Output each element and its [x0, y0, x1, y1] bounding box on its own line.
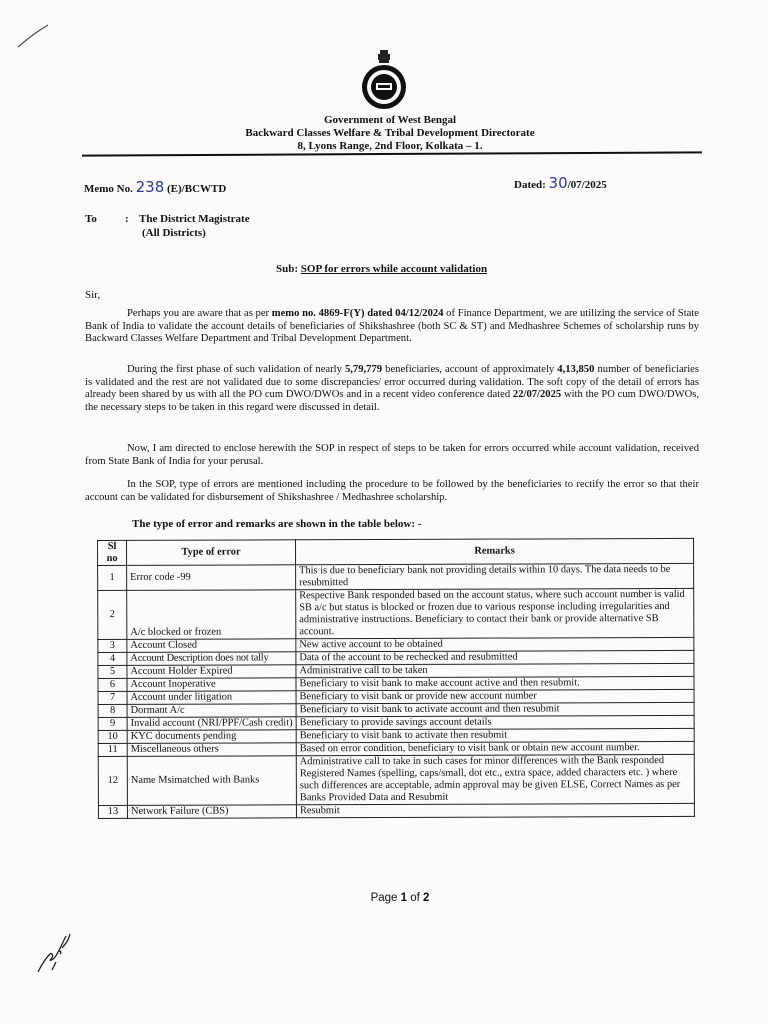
page-mid: of: [407, 892, 424, 904]
cell-type: Error code -99: [127, 565, 296, 591]
paragraph-2: [85, 364, 699, 414]
cell-sl: 3: [98, 639, 127, 652]
table-header-row: [98, 538, 694, 565]
cell-sl: 1: [98, 565, 127, 590]
cell-sl: 5: [98, 665, 127, 678]
cell-type: Invalid account (NRI/PPF/Cash credit): [127, 717, 296, 731]
paragraph-2-total: 5,79,779: [344, 364, 383, 375]
memo-number-handwritten: 238: [135, 178, 165, 196]
subject-label: Sub:: [276, 263, 299, 275]
paragraph-1-memo-ref: memo no. 4869-F(Y) dated 04/12/2024: [271, 308, 444, 319]
to-label: To: [85, 213, 97, 225]
page-current: 1: [400, 892, 408, 904]
memo-label: Memo No.: [84, 183, 133, 195]
cell-type: Miscellaneous others: [127, 743, 296, 757]
cell-remarks: Beneficiary to visit bank to make account active and then resubmit.: [296, 676, 694, 690]
pen-stroke-mark-icon: [16, 22, 50, 50]
cell-remarks: New active account to be obtained: [296, 637, 694, 651]
cell-remarks: Beneficiary to visit bank to activate account and then resubmit: [296, 702, 694, 716]
to-scope: (All Districts): [142, 227, 206, 239]
letterhead: [160, 114, 620, 153]
addressee: [85, 212, 250, 240]
cell-type: KYC documents pending: [127, 730, 296, 744]
letterhead-government: Government of West Bengal: [323, 114, 457, 126]
cell-sl: 2: [98, 590, 127, 639]
cell-remarks: Resubmit: [296, 803, 694, 817]
paragraph-2-text-e: number of beneficiaries is validated and the rest are not validated due to some discrepancies/ error occurred during validation. The soft copy of the detail of errors has already been shared by us with all the PO cum DWO/DWOs and in a recent video conference dated: [85, 364, 699, 400]
paragraph-2-validated: 4,13,850: [557, 364, 595, 375]
cell-remarks: Beneficiary to provide savings account details: [296, 715, 694, 729]
paragraph-4: [85, 479, 699, 504]
table-title: The type of error and remarks are shown in the table below: -: [132, 518, 422, 530]
cell-sl: 13: [98, 805, 127, 818]
date-rest: /07/2025: [567, 179, 607, 191]
cell-remarks: Beneficiary to visit bank to activate then resubmit: [296, 728, 694, 742]
table-row: [98, 803, 694, 818]
table-row: [98, 754, 694, 805]
error-table: [97, 538, 695, 819]
cell-remarks: This is due to beneficiary bank not providing details within 10 days. The data needs to be resubmitted: [296, 563, 694, 589]
paragraph-3-text: Now, I am directed to enclose herewith the SOP in respect of steps to be taken for errors occurred while account validation, received from State Bank of India for your perusal.: [85, 443, 699, 467]
table-row: [98, 588, 694, 639]
paragraph-2-text-g: with the PO cum DWO/DWOs, the necessary steps to be taken in this regard were discussed in detail.: [85, 389, 699, 413]
cell-remarks: Beneficiary to visit bank or provide new account number: [296, 689, 694, 703]
memo-number: [84, 178, 226, 196]
subject-text: SOP for errors while account validation: [300, 263, 488, 275]
header-sl-no: Sl no: [98, 540, 127, 565]
paragraph-2-text-c: beneficiaries, account of approximately: [382, 364, 558, 375]
letterhead-address: 8, Lyons Range, 2nd Floor, Kolkata – 1.: [297, 140, 483, 152]
cell-sl: 10: [98, 730, 127, 743]
cell-sl: 4: [98, 652, 127, 665]
cell-type: Dormant A/c: [127, 704, 296, 718]
salutation: Sir,: [85, 289, 101, 301]
cell-type: A/c blocked or frozen: [127, 590, 296, 640]
cell-sl: 7: [98, 691, 127, 704]
cell-remarks: Respective Bank responded based on the account status, where such account number is valid SB a/c but status is blocked or frozen due to various response including irregularities and administrative instructions. Beneficiary to contact their bank or provide alternative SB account.: [296, 588, 694, 638]
paragraph-4-text: In the SOP, type of errors are mentioned including the procedure to be followed by the beneficiaries to rectify the error so that their account can be validated for disbursement of Shikshashree / Medhashree scholarship.: [85, 479, 699, 503]
cell-type: Account under litigation: [127, 691, 296, 705]
cell-remarks: Based on error condition, beneficiary to visit bank or obtain new account number.: [296, 741, 694, 755]
signature-initials-icon: [32, 924, 76, 982]
paragraph-1: [85, 308, 699, 346]
header-remarks: Remarks: [296, 538, 694, 564]
cell-type: Network Failure (CBS): [127, 805, 296, 819]
memo-date: [514, 174, 607, 192]
to-colon: :: [125, 213, 129, 225]
cell-type: Name Msimatched with Banks: [127, 756, 296, 806]
paragraph-1-text-a: Perhaps you are aware that as per: [127, 308, 272, 319]
government-emblem-icon: [360, 50, 408, 112]
cell-sl: 9: [98, 717, 127, 730]
header-type-of-error: Type of error: [127, 540, 296, 566]
page-total: 2: [423, 892, 430, 904]
cell-type: Account Inoperative: [127, 678, 296, 692]
cell-type: Account Description does not tally: [127, 652, 296, 666]
memo-suffix: (E)/BCWTD: [167, 183, 227, 195]
to-recipient: The District Magistrate: [139, 213, 250, 225]
table-row: [98, 563, 694, 590]
cell-remarks: Administrative call to take in such cases for minor differences with the Bank responded Registered Names (spelling, caps/small, dot etc., extra space, added characters etc. ) where such differences are acceptable, admin approval may be given ELSE, Correct Names as per Banks Provided Data and Resubmit: [296, 754, 694, 804]
paragraph-2-text-a: During the first phase of such validation of nearly: [127, 364, 345, 375]
page-prefix: Page: [370, 892, 401, 904]
cell-remarks: Administrative call to be taken: [296, 663, 694, 677]
page-number: [0, 892, 768, 904]
date-day-handwritten: 30: [548, 174, 568, 192]
cell-type: Account Holder Expired: [127, 665, 296, 679]
subject-line: [276, 263, 487, 275]
paragraph-1-text-c: of Finance Department, we are utilizing the service of State Bank of India to validate the account details of beneficiaries of Shikshashree (both SC & ST) and Medhashree Schemes of scholarship runs by Backward Classes Welfare Department and Tribal Development Department.: [85, 308, 699, 344]
cell-remarks: Data of the account to be rechecked and resubmitted: [296, 650, 694, 664]
cell-sl: 11: [98, 743, 127, 756]
cell-sl: 6: [98, 678, 127, 691]
letterhead-directorate: Backward Classes Welfare & Tribal Development Directorate: [245, 127, 535, 139]
paragraph-2-vc-date: 22/07/2025: [512, 389, 562, 400]
dated-label: Dated:: [514, 179, 546, 191]
cell-type: Account Closed: [127, 639, 296, 653]
cell-sl: 8: [98, 704, 127, 717]
cell-sl: 12: [98, 756, 127, 805]
paragraph-3: [85, 443, 699, 468]
